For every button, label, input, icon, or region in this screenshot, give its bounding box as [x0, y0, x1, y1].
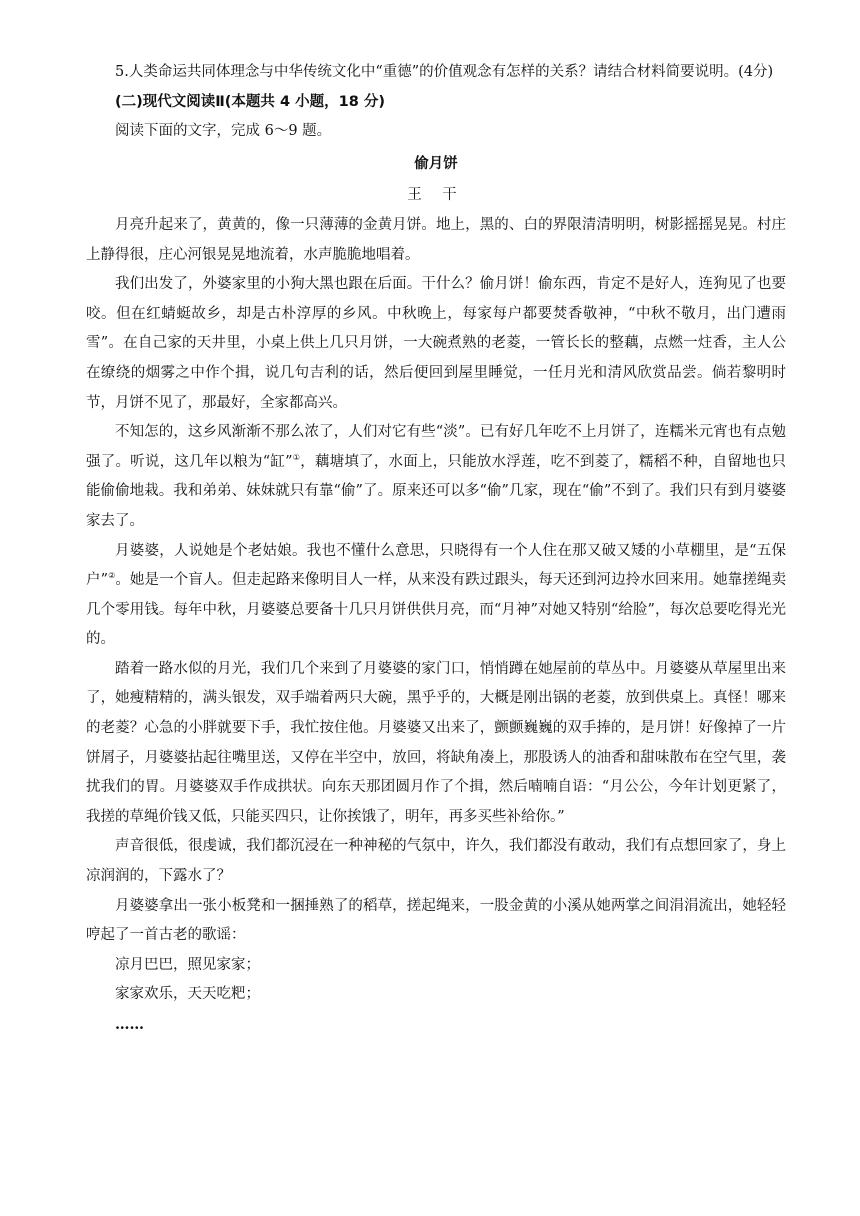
song-line: 家家欢乐，天天吃粑；: [115, 986, 260, 1003]
song-ellipsis: ……: [115, 1016, 144, 1033]
article-paragraph: [86, 537, 786, 655]
footnote-marker-2: ②: [108, 571, 116, 581]
paragraph-text: 不知怎的，这乡风渐渐不那么浓了，人们对它有些“淡”。已有好几年吃不上月饼了，连糯米元宵也有点勉强了。听说，这几年以粮为“缸”: [86, 424, 786, 470]
article-paragraph: 我们出发了，外婆家里的小狗大黑也跟在后面。干什么？偷月饼！偷东西，肯定不是好人，连狗见了也要咬。但在红蜻蜓故乡，却是古朴淳厚的乡风。中秋晚上，每家每户都要焚香敬神，“中秋不敬月，出门遭雨雪”。在自己家的天井里，小桌上供上几只月饼，一大碗煮熟的老菱，一管长长的整藕，点燃一炷香，主人公在缭绕的烟雾之中作个揖，说几句吉利的话，然后便回到屋里睡觉，一任月光和清风欣赏品尝。倘若黎明时节，月饼不见了，那最好，全家都高兴。: [86, 276, 786, 411]
article-title: 偷月饼: [414, 155, 458, 172]
paragraph-text: ，藕塘填了，水面上，只能放水浮莲，吃不到菱了，糯稻不种，自留地也只能偷偷地栽。我和弟弟、妹妹就只有靠“偷”了。原来还可以多“偷”几家，现在“偷”不到了。我们只有到月婆婆家去了。: [86, 453, 787, 529]
footnote-marker-1: ①: [292, 452, 301, 462]
section-instruction: 阅读下面的文字，完成 6～9 题。: [115, 123, 332, 140]
paragraph-text: 。她是一个盲人。但走起路来像明目人一样，从来没有跌过跟头，每天还到河边拎水回来用。她靠搓绳卖几个零用钱。每年中秋，月婆婆总要备十几只月饼供供月亮，而“月神”对她又特别“给脸”，每次总要吃得光光的。: [86, 572, 787, 648]
article-paragraph: 踏着一路水似的月光，我们几个来到了月婆婆的家门口，悄悄蹲在她屋前的草丛中。月婆婆从草屋里出来了，她瘦精精的，满头银发，双手端着两只大碗，黑乎乎的，大概是刚出锅的老菱，放到供桌上。真怪！哪来的老菱？心急的小胖就要下手，我忙按住他。月婆婆又出来了，颤颤巍巍的双手捧的，是月饼！好像掉了一片饼屑子，月婆婆拈起往嘴里送，又停在半空中，放回，将缺角凑上，那股诱人的油香和甜味散布在空气里，袭扰我们的胃。月婆婆双手作成拱状。向东天那团圆月作了个揖，然后喃喃自语：“月公公，今年计划更紧了，我搓的草绳价钱又低，只能买四只，让你挨饿了，明年，再多买些补给你。”: [86, 660, 786, 825]
section-heading: (二)现代文阅读Ⅱ(本题共 4 小题，18 分): [115, 93, 385, 110]
article-paragraph: 月婆婆拿出一张小板凳和一捆捶熟了的稻草，搓起绳来，一股金黄的小溪从她两掌之间涓涓流出，她轻轻哼起了一首古老的歌谣：: [86, 897, 786, 944]
article-paragraph: 月亮升起来了，黄黄的，像一只薄薄的金黄月饼。地上，黑的、白的界限清清明明，树影摇摇晃晃。村庄上静得很，庄心河银晃晃地流着，水声脆脆地唱着。: [86, 216, 786, 263]
article-paragraph: [86, 418, 786, 536]
question-5: 5.人类命运共同体理念与中华传统文化中“重德”的价值观念有怎样的关系？请结合材料简要说明。(4分): [115, 64, 774, 80]
song-line: 凉月巴巴，照见家家；: [115, 956, 260, 973]
article-paragraph: 声音很低，很虔诚，我们都沉浸在一种神秘的气氛中，许久，我们都没有敢动，我们有点想回家了，身上凉润润的，下露水了？: [86, 838, 786, 885]
document-page: [86, 58, 786, 1040]
paragraph-text: 月婆婆，人说她是个老姑娘。我也不懂什么意思，只晓得有一个人住在那又破又矮的小草棚里，是“五保户”: [86, 542, 786, 589]
article-author: 王 干: [407, 187, 465, 204]
